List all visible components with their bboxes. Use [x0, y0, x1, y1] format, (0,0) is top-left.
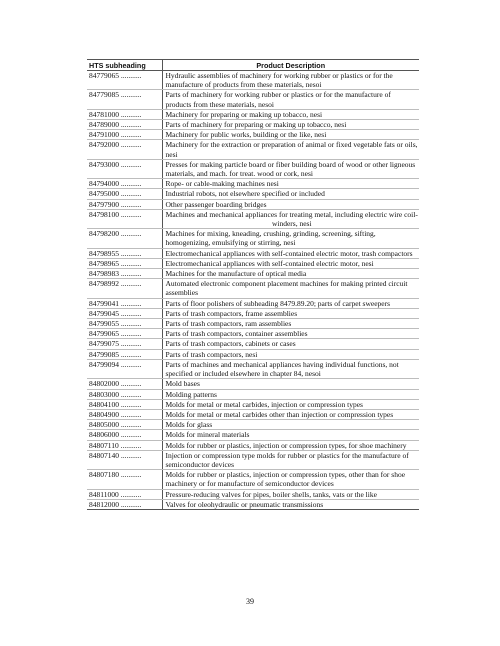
product-description: Parts of floor polishers of subheading 8479.89.20; parts of carpet sweepers: [162, 298, 419, 308]
product-description: Rope- or cable-making machines nesi: [162, 179, 419, 189]
product-description: Automated electronic component placement machines for making printed circuit assemblies: [162, 279, 419, 298]
column-header-hts-subheading: HTS subheading: [87, 60, 162, 71]
column-header-product-description: Product Description: [162, 60, 419, 71]
hts-code: 84794000 ...........: [87, 179, 162, 189]
hts-code: 84806000 ...........: [87, 430, 162, 440]
hts-code: 84779065 ...........: [87, 71, 162, 90]
hts-code: 84799045 ...........: [87, 308, 162, 318]
product-description: Molds for rubber or plastics, injection or compression types, other than for shoe machinery or for manufacture of semiconductor devices: [162, 470, 419, 489]
product-description: Industrial robots, not elsewhere specified or included: [162, 189, 419, 199]
product-description: Molds for rubber or plastics, injection or compression types, for shoe machinery: [162, 440, 419, 450]
product-description: Machines for the manufacture of optical media: [162, 269, 419, 279]
product-description: Hydraulic assemblies of machinery for working rubber or plastics or for the manufacture of products from these materials, nesoi: [162, 71, 419, 90]
hts-code: 84798200 ...........: [87, 229, 162, 248]
product-description: Injection or compression type molds for rubber or plastics for the manufacture of semiconductor devices: [162, 450, 419, 469]
product-description: Molds for mineral materials: [162, 430, 419, 440]
hts-code: 84799085 ...........: [87, 349, 162, 359]
hts-code: 84807140 ...........: [87, 450, 162, 469]
product-description: Molds for glass: [162, 420, 419, 430]
product-description: Molding patterns: [162, 389, 419, 399]
hts-code: 84802000 ...........: [87, 379, 162, 389]
product-description: Molds for metal or metal carbides, injection or compression types: [162, 399, 419, 409]
hts-code: 84799065 ...........: [87, 329, 162, 339]
hts-code: 84798992 ...........: [87, 279, 162, 298]
product-description: Parts of machinery for preparing or making up tobacco, nesi: [162, 120, 419, 130]
product-description: Parts of trash compactors, ram assemblies: [162, 319, 419, 329]
product-description: Pressure-reducing valves for pipes, boiler shells, tanks, vats or the like: [162, 489, 419, 499]
hts-code: 84804100 ...........: [87, 399, 162, 409]
product-description: Machinery for the extraction or preparation of animal or fixed vegetable fats or oils, nesi: [162, 140, 419, 159]
hts-code: 84804900 ...........: [87, 409, 162, 419]
hts-code: 84797900 ...........: [87, 199, 162, 209]
hts-code: 84791000 ...........: [87, 130, 162, 140]
product-description: Parts of trash compactors, container assemblies: [162, 329, 419, 339]
hts-code: 84799055 ...........: [87, 319, 162, 329]
product-description: Presses for making particle board or fiber building board of wood or other ligneous materials, and mach. for treat. wood or cork, nesi: [162, 159, 419, 178]
hts-code: 84807110 ...........: [87, 440, 162, 450]
product-description: Parts of machines and mechanical appliances having individual functions, not specified or included elsewhere in chapter 84, nesoi: [162, 359, 419, 378]
hts-code: 84795000 ...........: [87, 189, 162, 199]
hts-code: 84799041 ...........: [87, 298, 162, 308]
product-description: Parts of trash compactors, nesi: [162, 349, 419, 359]
product-description: Machines for mixing, kneading, crushing, grinding, screening, sifting, homogenizing, emulsifying or stirring, nesi: [162, 229, 419, 248]
product-description: Valves for oleohydraulic or pneumatic transmissions: [162, 499, 419, 509]
table-header-row: [87, 60, 419, 71]
hts-code: 84798983 ...........: [87, 269, 162, 279]
hts-code: 84779085 ...........: [87, 90, 162, 109]
hts-code: 84799094 ...........: [87, 359, 162, 378]
hts-code: 84781000 ...........: [87, 109, 162, 119]
hts-table: [87, 59, 419, 510]
product-description: Parts of trash compactors, cabinets or cases: [162, 339, 419, 349]
hts-code: 84798955 ...........: [87, 248, 162, 258]
product-description: Electromechanical appliances with self-contained electric motor, nesi: [162, 258, 419, 268]
hts-code: 84807180 ...........: [87, 470, 162, 489]
hts-code: 84789000 ...........: [87, 120, 162, 130]
hts-code: 84798965 ...........: [87, 258, 162, 268]
product-description: Parts of trash compactors, frame assemblies: [162, 308, 419, 318]
hts-code: 84812000 ...........: [87, 499, 162, 509]
product-description: Other passenger boarding bridges: [162, 199, 419, 209]
hts-code: 84803000 ...........: [87, 389, 162, 399]
product-description: Molds for metal or metal carbides other than injection or compression types: [162, 409, 419, 419]
product-description: Machinery for public works, building or the like, nesi: [162, 130, 419, 140]
product-description: Electromechanical appliances with self-contained electric motor, trash compactors: [162, 248, 419, 258]
product-description: Mold bases: [162, 379, 419, 389]
hts-code: 84811000 ...........: [87, 489, 162, 499]
hts-code: 84793000 ...........: [87, 159, 162, 178]
product-description: Parts of machinery for working rubber or plastics or for the manufacture of products from these materials, nesoi: [162, 90, 419, 109]
product-description: Machinery for preparing or making up tobacco, nesi: [162, 109, 419, 119]
hts-code: 84798100 ...........: [87, 209, 162, 228]
hts-code: 84792000 ...........: [87, 140, 162, 159]
product-description: Machines and mechanical appliances for treating metal, including electric wire coil-winders, nesi: [162, 209, 419, 228]
hts-code: 84805000 ...........: [87, 420, 162, 430]
page-number: 39: [246, 597, 254, 606]
hts-code: 84799075 ...........: [87, 339, 162, 349]
